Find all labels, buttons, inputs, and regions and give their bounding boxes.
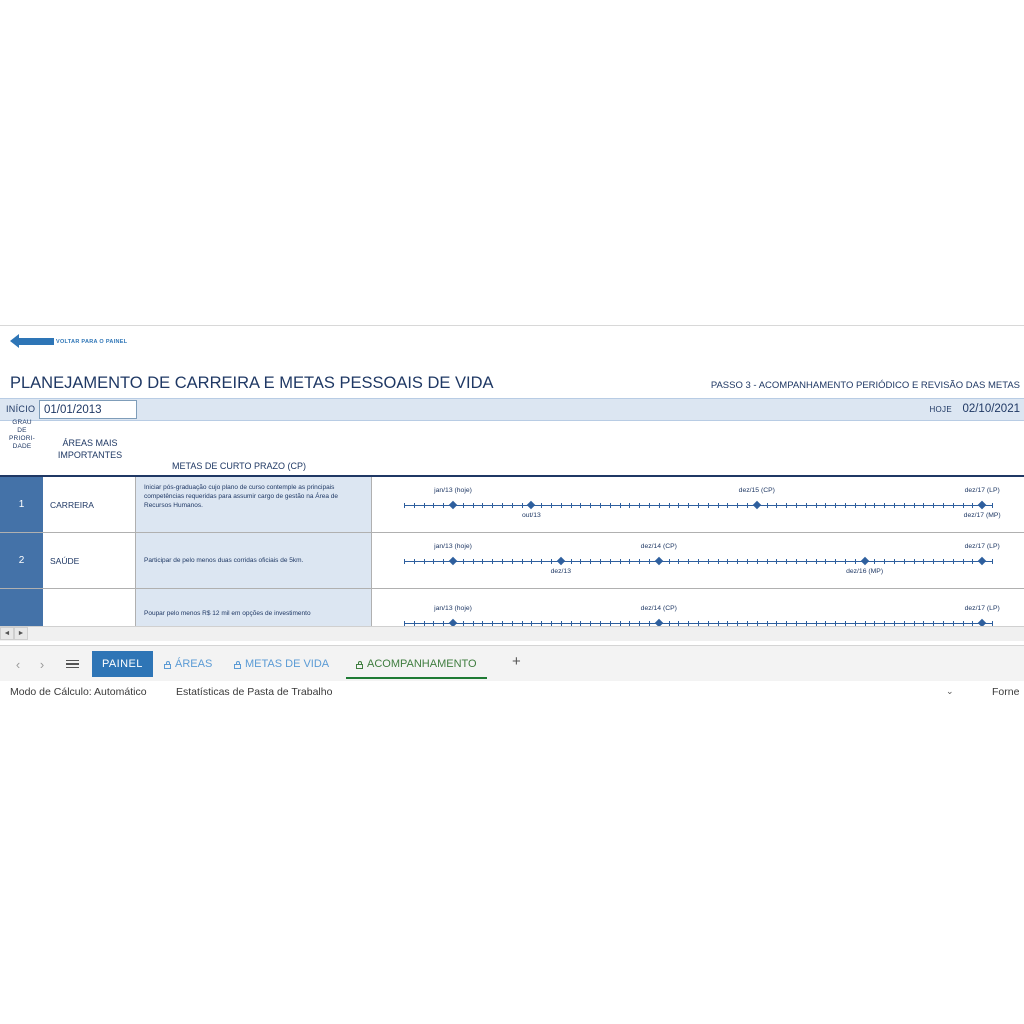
inicio-value: 01/01/2013 (44, 404, 102, 416)
timeline-marker-label: dez/17 (MP) (963, 512, 1001, 519)
timeline-tick (972, 559, 973, 564)
timeline-tick (580, 503, 581, 508)
table-row[interactable] (0, 477, 1024, 533)
timeline-tick (551, 503, 552, 508)
timeline-tick (816, 559, 817, 564)
timeline-tick (708, 559, 709, 564)
meta-cell: Poupar pelo menos R$ 12 mil em opções de investimento (136, 589, 372, 628)
timeline-tick (796, 503, 797, 508)
timeline-marker-label: dez/14 (CP) (640, 605, 677, 612)
lock-icon (164, 660, 171, 669)
timeline-tick (698, 503, 699, 508)
timeline-tick (688, 559, 689, 564)
timeline-marker-label: dez/14 (CP) (640, 543, 677, 550)
inicio-label: INÍCIO (6, 404, 36, 414)
timeline-marker (978, 557, 986, 565)
areas-head-l2: IMPORTANTES (57, 450, 123, 460)
timeline-tick (541, 503, 542, 508)
timeline-tick (825, 503, 826, 508)
areas-head-l1: ÁREAS MAIS (62, 438, 118, 448)
timeline-tick (629, 503, 630, 508)
timeline-tick (492, 503, 493, 508)
timeline-tick (992, 559, 993, 564)
timeline-tick (767, 503, 768, 508)
timeline-tick (678, 559, 679, 564)
timeline-tick (835, 559, 836, 564)
next-sheet-icon[interactable]: › (39, 656, 45, 672)
timeline-tick (747, 559, 748, 564)
meta-cell: Participar de pelo menos duas corridas oficiais de 5km. (136, 533, 372, 588)
timeline-marker-label: dez/16 (MP) (846, 568, 884, 575)
tab-painel[interactable] (92, 651, 153, 677)
meta-cell: Iniciar pós-graduação cujo plano de curso contemple as principais competências requeridas para assumir cargo de gestão na Área de Recursos Humanos. (136, 477, 372, 532)
timeline-tick (698, 559, 699, 564)
timeline-tick (463, 559, 464, 564)
timeline-tick (776, 559, 777, 564)
timeline-tick (992, 503, 993, 508)
timeline-tick (639, 559, 640, 564)
priority-cell: 1 (0, 477, 44, 532)
hoje-value: 02/10/2021 (962, 403, 1020, 415)
back-to-panel-row[interactable] (0, 326, 1024, 364)
back-to-panel-label[interactable]: VOLTAR PARA O PAINEL (56, 339, 128, 345)
timeline-tick (884, 503, 885, 508)
timeline-tick (953, 559, 954, 564)
timeline-tick (806, 559, 807, 564)
timeline-tick (424, 503, 425, 508)
timeline-tick (404, 559, 405, 564)
timeline-tick (904, 559, 905, 564)
area-cell (44, 589, 136, 628)
timeline-tick (571, 503, 572, 508)
timeline-marker (978, 501, 986, 509)
timeline-tick (443, 503, 444, 508)
timeline-marker (655, 557, 663, 565)
priority-head-l4: DADE (12, 443, 32, 450)
timeline-tick (551, 559, 552, 564)
sheet-content-area (0, 325, 1024, 646)
timeline-marker-label: dez/13 (550, 568, 572, 575)
timeline-axis (404, 543, 1000, 575)
area-cell: SAÚDE (44, 533, 136, 588)
tab-areas[interactable] (154, 651, 222, 677)
timeline-marker-label: jan/13 (hoje) (434, 543, 472, 550)
timeline-marker-label: jan/13 (hoje) (434, 487, 472, 494)
timeline-tick (963, 559, 964, 564)
timeline-tick (600, 503, 601, 508)
timeline-tick (855, 559, 856, 564)
timeline-axis (404, 605, 1000, 624)
lock-icon (356, 660, 363, 669)
status-right-text: Forne (992, 686, 1020, 698)
timeline-tick (580, 559, 581, 564)
timeline-tick (884, 559, 885, 564)
timeline-tick (845, 559, 846, 564)
timeline-tick (894, 503, 895, 508)
workbook-statistics-status[interactable]: Estatísticas de Pasta de Trabalho (176, 686, 333, 698)
timeline-tick (718, 559, 719, 564)
timeline-tick (424, 559, 425, 564)
timeline-tick (443, 559, 444, 564)
timeline-tick (943, 503, 944, 508)
timeline-tick (463, 503, 464, 508)
timeline-marker (860, 557, 868, 565)
timeline-tick (786, 559, 787, 564)
timeline-marker (527, 501, 535, 509)
timeline-tick (865, 503, 866, 508)
timeline-marker (557, 557, 565, 565)
priority-cell: 2 (0, 533, 44, 588)
timeline-tick (659, 503, 660, 508)
timeline-tick (825, 559, 826, 564)
timeline-tick (639, 503, 640, 508)
lock-icon (234, 660, 241, 669)
timeline-tick (610, 503, 611, 508)
timeline-tick (914, 503, 915, 508)
title-row (0, 374, 1024, 398)
timeline-tick (767, 559, 768, 564)
timeline-tick (541, 559, 542, 564)
sheet-tab-bar (0, 645, 1024, 683)
priority-head-l2: DE (17, 427, 27, 434)
timeline-tick (404, 503, 405, 508)
timeline-tick (688, 503, 689, 508)
timeline-tick (669, 503, 670, 508)
timeline-marker (449, 557, 457, 565)
timeline-tick (600, 559, 601, 564)
timeline-tick (914, 559, 915, 564)
timeline-chart (372, 533, 1024, 588)
timeline-tick (933, 559, 934, 564)
priority-head-l1: GRAU (12, 419, 32, 426)
timeline-tick (531, 559, 532, 564)
timeline-tick (737, 503, 738, 508)
page-title: PLANEJAMENTO DE CARREIRA E METAS PESSOAIS DE VIDA (10, 374, 494, 392)
priority-head-l3: PRIORI- (9, 435, 35, 442)
timeline-marker-label: dez/17 (LP) (964, 487, 1000, 494)
timeline-tick (502, 559, 503, 564)
timeline-tick (414, 559, 415, 564)
timeline-tick (620, 503, 621, 508)
timeline-tick (473, 503, 474, 508)
timeline-marker-label: dez/17 (LP) (964, 605, 1000, 612)
timeline-tick (522, 503, 523, 508)
timeline-tick (433, 559, 434, 564)
timeline-tick (502, 503, 503, 508)
all-sheets-icon[interactable] (62, 654, 82, 674)
step-title: PASSO 3 - ACOMPANHAMENTO PERIÓDICO E REVISÃO DAS METAS (710, 380, 1020, 391)
timeline-tick (473, 559, 474, 564)
horizontal-scrollbar[interactable] (0, 626, 1024, 641)
timeline-tick (727, 559, 728, 564)
scroll-left-icon[interactable]: ◄ (0, 627, 14, 640)
goals-table (0, 475, 1024, 617)
timeline-marker-label: jan/13 (hoje) (434, 605, 472, 612)
tab-painel-label: PAINEL (102, 658, 143, 670)
timeline-tick (874, 559, 875, 564)
area-cell: CARREIRA (44, 477, 136, 532)
timeline-marker-label: dez/15 (CP) (738, 487, 775, 494)
tab-acompanhamento[interactable] (346, 651, 487, 679)
timeline-tick (414, 503, 415, 508)
timeline-tick (963, 503, 964, 508)
timeline-tick (972, 503, 973, 508)
timeline-tick (943, 559, 944, 564)
timeline-tick (649, 503, 650, 508)
table-row[interactable] (0, 589, 1024, 629)
left-arrow-icon[interactable] (10, 334, 54, 348)
timeline-tick (923, 559, 924, 564)
priority-cell (0, 589, 44, 628)
timeline-tick (953, 503, 954, 508)
timeline-tick (482, 559, 483, 564)
timeline-axis (404, 487, 1001, 519)
timeline-tick (571, 559, 572, 564)
previous-sheet-icon[interactable]: ‹ (15, 656, 21, 672)
calculation-mode-status[interactable]: Modo de Cálculo: Automático (10, 686, 147, 698)
timeline-tick (512, 503, 513, 508)
timeline-tick (561, 503, 562, 508)
timeline-tick (649, 559, 650, 564)
timeline-tick (786, 503, 787, 508)
timeline-tick (678, 503, 679, 508)
timeline-marker (753, 501, 761, 509)
tab-metas-label: METAS DE VIDA (245, 658, 330, 670)
timeline-tick (669, 559, 670, 564)
status-bar (0, 681, 1024, 705)
column-header-priority (0, 419, 44, 475)
timeline-tick (610, 559, 611, 564)
timeline-tick (727, 503, 728, 508)
timeline-tick (904, 503, 905, 508)
timeline-marker-label: dez/17 (LP) (964, 543, 1000, 550)
timeline-tick (776, 503, 777, 508)
timeline-marker-label: out/13 (521, 512, 541, 519)
timeline-tick (816, 503, 817, 508)
timeline-tick (482, 503, 483, 508)
chevron-down-icon[interactable]: ⌄ (946, 686, 954, 696)
timeline-tick (835, 503, 836, 508)
timeline-tick (757, 559, 758, 564)
timeline-tick (492, 559, 493, 564)
timeline-tick (629, 559, 630, 564)
timeline-tick (874, 503, 875, 508)
table-row[interactable] (0, 533, 1024, 589)
timeline-marker (449, 501, 457, 509)
timeline-tick (845, 503, 846, 508)
metas-head-label: METAS DE CURTO PRAZO (CP) (172, 461, 307, 471)
timeline-tick (923, 503, 924, 508)
tab-metas-de-vida[interactable] (224, 651, 339, 677)
timeline-chart (372, 477, 1024, 532)
timeline-tick (620, 559, 621, 564)
tab-acompanhamento-label: ACOMPANHAMENTO (367, 658, 477, 670)
inicio-input[interactable] (39, 400, 137, 419)
timeline-tick (708, 503, 709, 508)
timeline-tick (590, 503, 591, 508)
timeline-tick (894, 559, 895, 564)
timeline-chart (372, 589, 1024, 628)
date-bar (0, 398, 1024, 421)
timeline-tick (433, 503, 434, 508)
hoje-label: HOJE (929, 405, 952, 414)
timeline-tick (590, 559, 591, 564)
timeline-tick (737, 559, 738, 564)
timeline-tick (512, 559, 513, 564)
timeline-tick (718, 503, 719, 508)
timeline-tick (855, 503, 856, 508)
scroll-right-icon[interactable]: ► (14, 627, 28, 640)
timeline-tick (806, 503, 807, 508)
timeline-tick (522, 559, 523, 564)
timeline-tick (747, 503, 748, 508)
timeline-tick (796, 559, 797, 564)
add-sheet-button[interactable]: + (512, 653, 521, 670)
tab-areas-label: ÁREAS (175, 658, 213, 670)
timeline-tick (933, 503, 934, 508)
